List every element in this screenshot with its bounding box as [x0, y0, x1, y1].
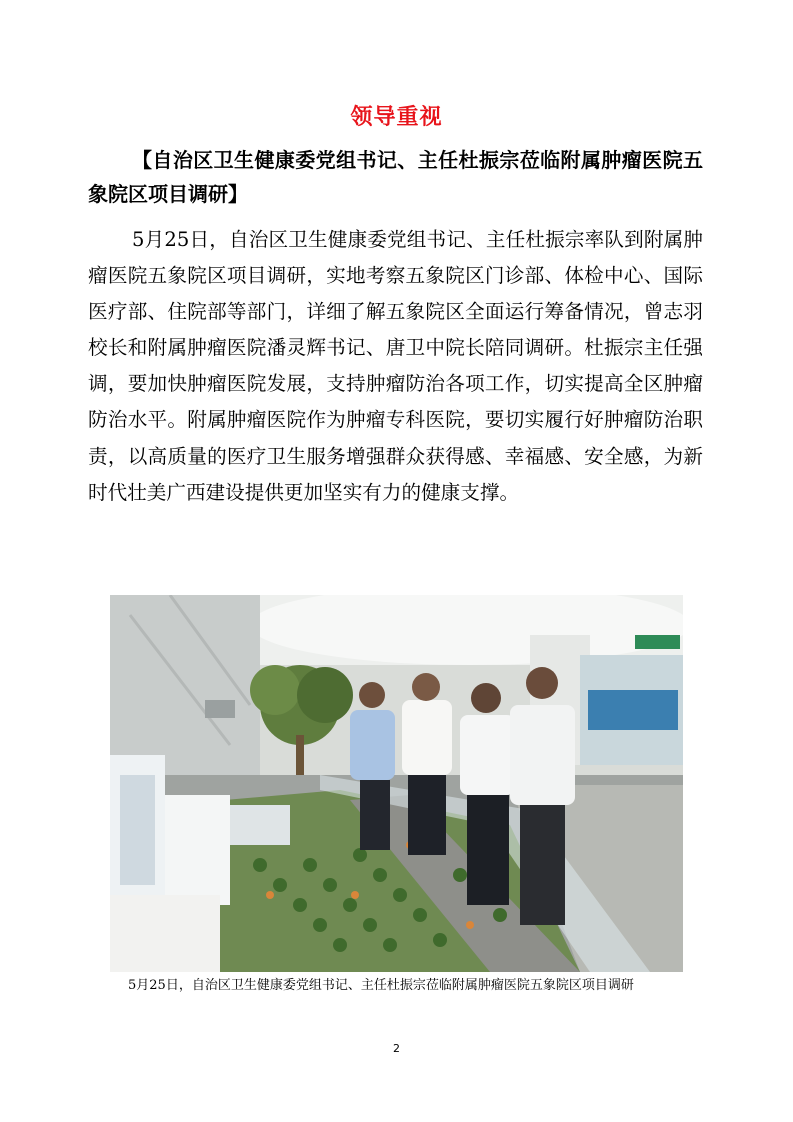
photo-image-icon: [110, 595, 683, 972]
section-title: 领导重视: [350, 105, 443, 130]
photo-caption: 5月25日，自治区卫生健康委党组书记、主任杜振宗莅临附属肿瘤医院五象院区项目调研: [128, 978, 634, 993]
article-headline: 【自治区卫生健康委党组书记、主任杜振宗莅临附属肿瘤医院五象院区项目调研】: [88, 148, 703, 206]
article-body: 5月25日，自治区卫生健康委党组书记、主任杜振宗率队到附属肿瘤医院五象院区项目调研，实地考察五象院区门诊部、体检中心、国际医疗部、住院部等部门，详细了解五象院区全面运行筹备情况，曾志羽校长和附属肿瘤医院潘灵辉书记、唐卫中院长陪同调研。杜振宗主任强调，要加快肿瘤医院发展，支持肿瘤防治各项工作，切实提高全区肿瘤防治水平。附属肿瘤医院作为肿瘤专科医院，要切实履行好肿瘤防治职责，以高质量的医疗卫生服务增强群众获得感、幸福感、安全感，为新时代壮美广西建设提供更加坚实有力的健康支撑。: [88, 228, 703, 504]
page-number: 2: [393, 1042, 400, 1055]
article-photo: [110, 595, 683, 972]
